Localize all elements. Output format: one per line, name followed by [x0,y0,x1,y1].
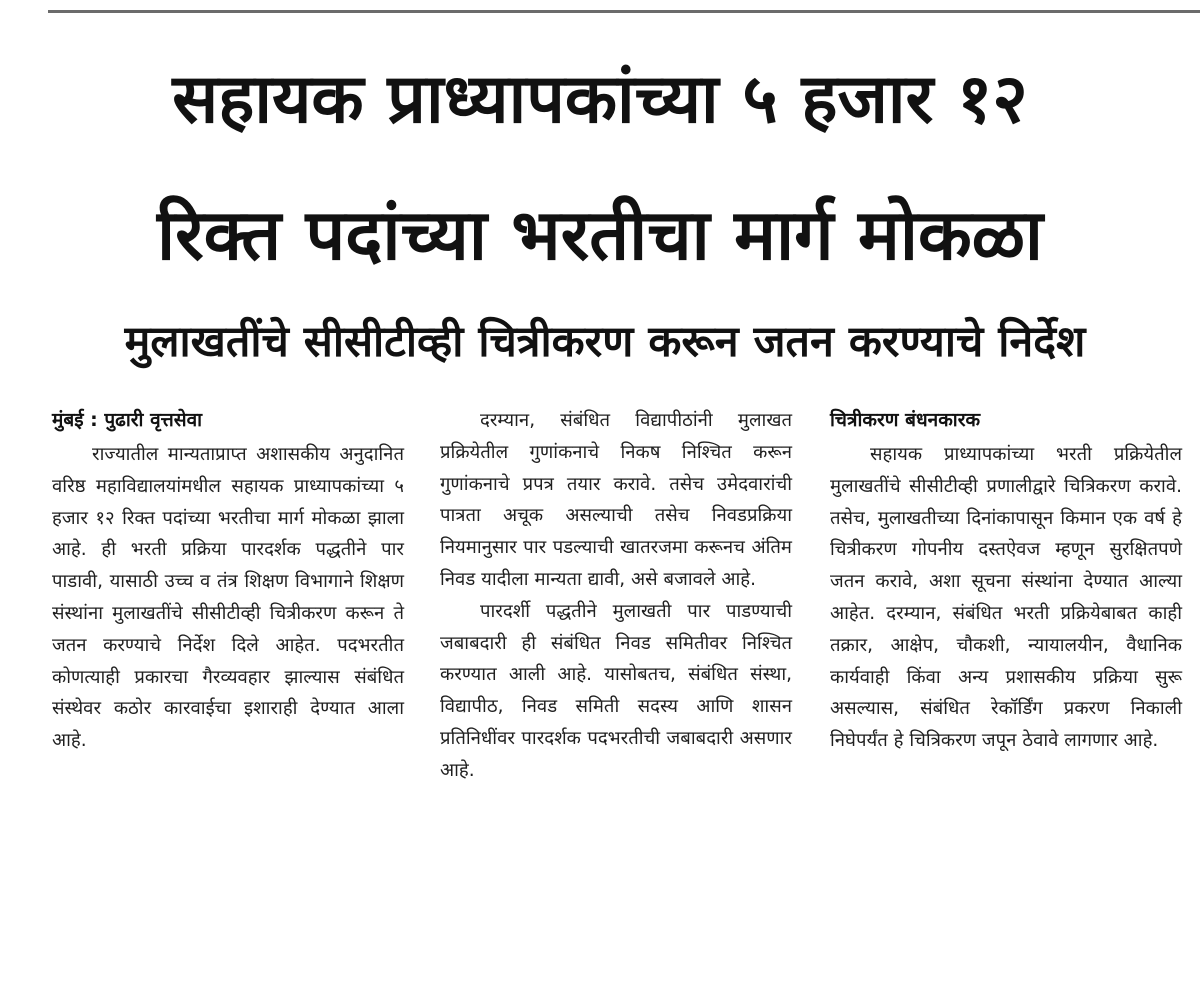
col3-paragraph-1: सहायक प्राध्यापकांच्या भरती प्रक्रियेतील मुलाखतींचे सीसीटीव्ही प्रणालीद्वारे चित्रिकरण करावे. तसेच, मुलाखतीच्या दिनांकापासून किमान एक वर्ष हे चित्रीकरण गोपनीय दस्तऐवज म्हणून सुरक्षितपणे जतन करावे, अशा सूचना संस्थांना देण्यात आल्या आहेत. दरम्यान, संबंधित भरती प्रक्रियेबाबत काही तक्रार, आक्षेप, चौकशी, न्यायालयीन, वैधानिक कार्यवाही किंवा अन्य प्रशासकीय प्रक्रिया सुरू असल्यास, संबंधित रेकॉर्डिंग प्रकरण निकाली निघेपर्यंत हे चित्रिकरण जपून ठेवावे लागणार आहे. [830,444,1182,752]
article-column-2 [440,405,792,787]
top-rule [48,10,1200,13]
byline: मुंबई : पुढारी वृत्तसेवा [52,409,203,431]
col3-subhead: चित्रीकरण बंधनकारक [830,409,981,431]
col2-paragraph-1: दरम्यान, संबंधित विद्यापीठांनी मुलाखत प्रक्रियेतील गुणांकनाचे निकष निश्चित करून गुणांकनाचे प्रपत्र तयार करावे. तसेच उमेदवारांची पात्रता अचूक असल्याची तसेच निवडप्रक्रिया नियमानुसार पार पडल्याची खातरजमा करूनच अंतिम निवड यादीला मान्यता द्यावी, असे बजावले आहे. [440,410,792,590]
col1-paragraph-1: राज्यातील मान्यताप्राप्त अशासकीय अनुदानित वरिष्ठ महाविद्यालयांमधील सहायक प्राध्यापकांच्या ५ हजार १२ रिक्त पदांच्या भरतीचा मार्ग मोकळा झाला आहे. ही भरती प्रक्रिया पारदर्शक पद्धतीने पार पाडावी, यासाठी उच्च व तंत्र शिक्षण विभागाने शिक्षण संस्थांना मुलाखतींचे सीसीटीव्ही चित्रीकरण करून ते जतन करण्याचे निर्देश दिले आहेत. पदभरतीत कोणत्याही प्रकारचा गैरव्यवहार झाल्यास संबंधित संस्थेवर कठोर कारवाईचा इशाराही देण्यात आला आहे. [52,444,404,752]
article-column-3 [830,405,1182,757]
deck-subheadline: मुलाखतींचे सीसीटीव्ही चित्रीकरण करून जतन करण्याचे निर्देश [124,317,1086,367]
article-column-1 [52,405,404,757]
headline-line-1: सहायक प्राध्यापकांच्या ५ हजार १२ [172,60,1028,139]
col2-paragraph-2: पारदर्शी पद्धतीने मुलाखती पार पाडण्याची जबाबदारी ही संबंधित निवड समितीवर निश्चित करण्यात आली आहे. यासोबतच, संबंधित संस्था, विद्यापीठ, निवड समिती सदस्य आणि शासन प्रतिनिधींवर पारदर्शक पदभरतीची जबाबदारी असणार आहे. [440,600,792,781]
headline-line-2: रिक्त पदांच्या भरतीचा मार्ग मोकळा [156,194,1044,276]
